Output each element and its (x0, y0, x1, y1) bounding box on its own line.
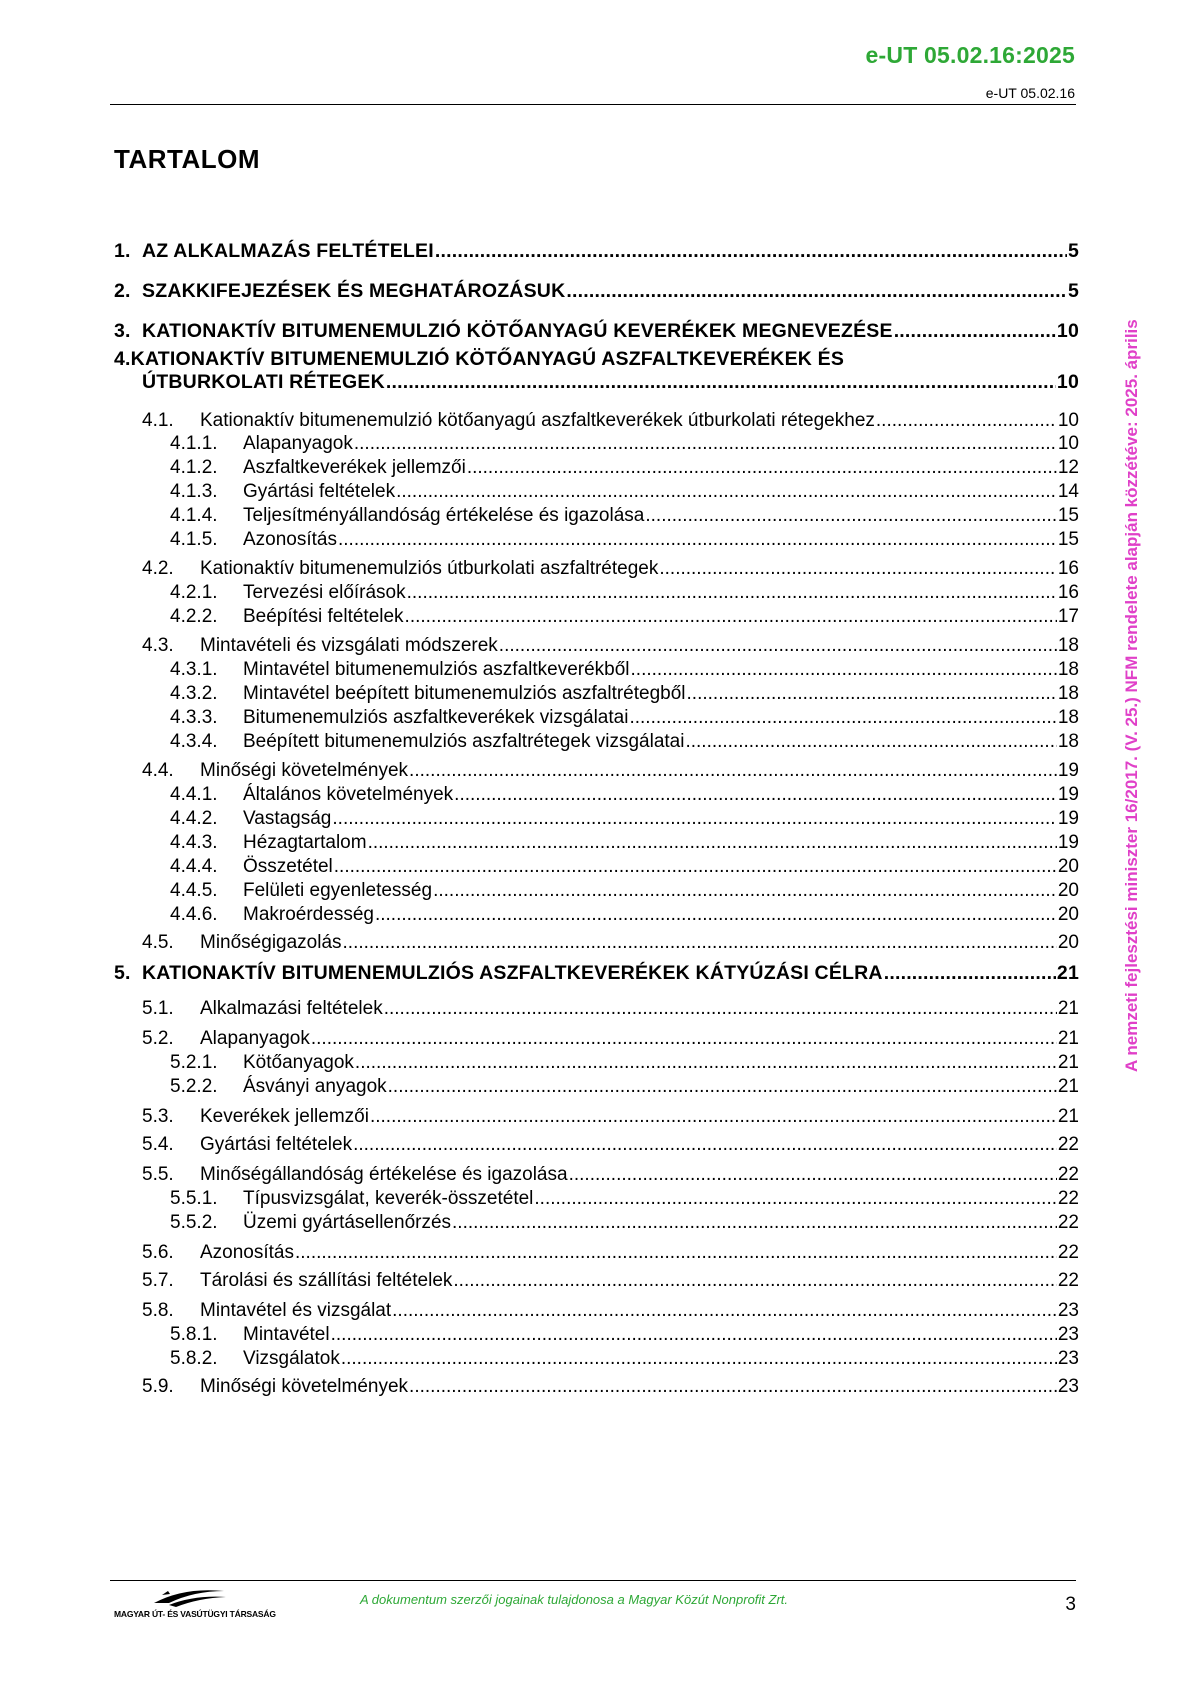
toc-leader (331, 1324, 1057, 1346)
toc-entry-5-4[interactable] (114, 1134, 1079, 1156)
toc-title: Ásványi anyagok (243, 1076, 387, 1097)
toc-leader (435, 240, 1067, 263)
toc-title: Mintavételi és vizsgálati módszerek (200, 635, 498, 656)
toc-number: 4.1.2. (170, 457, 218, 478)
logo-text: MAGYAR ÚT- ÉS VASÚTÜGYI TÁRSASÁG (114, 1609, 276, 1619)
toc-number: 5.6. (142, 1242, 174, 1263)
toc-page: 16 (1057, 582, 1079, 603)
toc-number: 5.1. (142, 998, 174, 1019)
toc-leader (295, 1242, 1057, 1264)
toc-number: 4.2. (142, 558, 174, 579)
toc-title: Kationaktív bitumenemulzió kötőanyagú aszfaltkeverékek útburkolati rétegekhez (200, 410, 875, 431)
toc-entry-4-2-2[interactable] (114, 606, 1079, 631)
header-divider (110, 104, 1076, 105)
toc-page: 10 (1057, 410, 1079, 431)
toc-number: 5.5.1. (170, 1188, 218, 1209)
toc-entry-4-4-4[interactable] (114, 856, 1079, 881)
toc-title: Minőségi követelmények (200, 760, 409, 781)
toc-leader (334, 856, 1057, 878)
toc-entry-5-2-1[interactable] (114, 1052, 1079, 1077)
toc-number: 4.1. (142, 410, 174, 431)
toc-number: 5.3. (142, 1106, 174, 1127)
toc-leader (409, 1376, 1057, 1398)
toc-entry-5-5-1[interactable] (114, 1188, 1079, 1213)
toc-title: Azonosítás (200, 1242, 294, 1263)
toc-leader (354, 433, 1057, 455)
toc-title-continued: ÚTBURKOLATI RÉTEGEK (142, 371, 385, 393)
toc-entry-5-2-2[interactable] (114, 1076, 1079, 1101)
toc-number: 5.2.2. (170, 1076, 218, 1097)
toc-entry-5-8[interactable] (114, 1300, 1079, 1322)
toc-page: 19 (1057, 784, 1079, 805)
document-code: e-UT 05.02.16:2025 (865, 42, 1075, 68)
toc-number: 4.4.2. (170, 808, 218, 829)
toc-page: 20 (1057, 856, 1079, 877)
toc-title: Alkalmazási feltételek (200, 998, 383, 1019)
toc-leader (659, 558, 1057, 580)
side-publication-note: A nemzeti fejlesztési miniszter 16/2017. (V. 25.) NFM rendelete alapján közzétéve: 2025. április (1122, 319, 1141, 1072)
toc-number: 1. (114, 240, 131, 262)
toc-leader (392, 1300, 1057, 1322)
toc-entry-1[interactable] (114, 240, 1079, 263)
toc-title: Kötőanyagok (243, 1052, 354, 1073)
toc-page: 21 (1056, 962, 1079, 984)
toc-leader (341, 1348, 1057, 1370)
toc-number: 4.4.6. (170, 904, 218, 925)
toc-page: 18 (1057, 683, 1079, 704)
toc-leader (645, 505, 1057, 527)
toc-leader (687, 683, 1057, 705)
footer-divider (110, 1580, 1076, 1581)
toc-title: Mintavétel (243, 1324, 330, 1345)
toc-number: 5.5.2. (170, 1212, 218, 1233)
toc-title: Mintavétel és vizsgálat (200, 1300, 392, 1321)
toc-number: 4.3.3. (170, 707, 218, 728)
toc-page: 18 (1057, 635, 1079, 656)
toc-page: 22 (1057, 1242, 1079, 1263)
toc-page: 23 (1057, 1348, 1079, 1369)
toc-number: 5.8.1. (170, 1324, 218, 1345)
toc-entry-4-3-2[interactable] (114, 683, 1079, 708)
toc-entry-4-4-5[interactable] (114, 880, 1079, 905)
toc-page: 23 (1057, 1376, 1079, 1397)
toc-title: KATIONAKTÍV BITUMENEMULZIÓS ASZFALTKEVERÉKEK KÁTYÚZÁSI CÉLRA (142, 962, 883, 984)
toc-page: 10 (1056, 320, 1079, 342)
toc-page: 22 (1057, 1188, 1079, 1209)
toc-entry-4-4-3[interactable] (114, 832, 1079, 857)
toc-title: Üzemi gyártásellenőrzés (243, 1212, 452, 1233)
page-title: TARTALOM (114, 144, 260, 174)
toc-page: 19 (1057, 832, 1079, 853)
toc-leader (388, 1076, 1057, 1098)
toc-title: Alapanyagok (200, 1028, 310, 1049)
toc-title: Aszfaltkeverékek jellemzői (243, 457, 466, 478)
toc-page: 16 (1057, 558, 1079, 579)
toc-number: 5.8.2. (170, 1348, 218, 1369)
toc-page: 22 (1057, 1164, 1079, 1185)
toc-entry-4-2-1[interactable] (114, 582, 1079, 607)
toc-title: Beépítési feltételek (243, 606, 404, 627)
toc-title: SZAKKIFEJEZÉSEK ÉS MEGHATÁROZÁSUK (142, 280, 566, 302)
toc-entry-4-4[interactable] (114, 760, 1079, 782)
toc-entry-4-4-1[interactable] (114, 784, 1079, 809)
toc-title: Vastagság (243, 808, 332, 829)
toc-entry-4-3-4[interactable] (114, 731, 1079, 756)
toc-entry-4-3-1[interactable] (114, 659, 1079, 684)
toc-leader (499, 635, 1057, 657)
toc-page: 21 (1057, 998, 1079, 1019)
toc-page: 10 (1057, 433, 1079, 454)
toc-leader (386, 371, 1056, 394)
toc-number: 5.2. (142, 1028, 174, 1049)
toc-leader (405, 606, 1057, 628)
toc-page: 21 (1057, 1106, 1079, 1127)
toc-number: 4.4.4. (170, 856, 218, 877)
toc-leader (343, 932, 1057, 954)
toc-leader (876, 410, 1057, 432)
toc-leader (370, 1106, 1057, 1128)
toc-entry-4[interactable] (114, 348, 1079, 394)
toc-page: 19 (1057, 808, 1079, 829)
toc-title: Mintavétel bitumenemulziós aszfaltkeverékből (243, 659, 630, 680)
toc-entry-5-9[interactable] (114, 1376, 1079, 1398)
toc-entry-4-1-2[interactable] (114, 457, 1079, 482)
toc-title: Minőségigazolás (200, 932, 342, 953)
page-number: 3 (1065, 1594, 1076, 1615)
toc-number: 4.2.1. (170, 582, 218, 603)
toc-number: 4.1.1. (170, 433, 218, 454)
toc-entry-4-1-4[interactable] (114, 505, 1079, 530)
toc-entry-5-5-2[interactable] (114, 1212, 1079, 1237)
toc-number: 4.3.2. (170, 683, 218, 704)
toc-title: Hézagtartalom (243, 832, 367, 853)
toc-entry-4-2[interactable] (114, 558, 1079, 580)
toc-title: Alapanyagok (243, 433, 353, 454)
toc-title: Minőségállandóság értékelése és igazolása (200, 1164, 568, 1185)
toc-title: Keverékek jellemzői (200, 1106, 369, 1127)
toc-number: 5.5. (142, 1164, 174, 1185)
toc-title: Azonosítás (243, 529, 337, 550)
toc-page: 15 (1057, 505, 1079, 526)
toc-number: 4. (114, 348, 131, 370)
toc-entry-5-8-1[interactable] (114, 1324, 1079, 1349)
toc-number: 4.4.1. (170, 784, 218, 805)
toc-page: 5 (1067, 280, 1079, 302)
toc-entry-5[interactable] (114, 962, 1079, 985)
toc-number: 3. (114, 320, 131, 342)
toc-leader (884, 962, 1056, 985)
toc-number: 5.2.1. (170, 1052, 218, 1073)
toc-leader (569, 1164, 1057, 1186)
toc-leader (338, 529, 1057, 551)
toc-leader (396, 481, 1057, 503)
toc-page: 22 (1057, 1270, 1079, 1291)
toc-number: 5.8. (142, 1300, 174, 1321)
toc-entry-5-7[interactable] (114, 1270, 1079, 1292)
toc-number: 4.4.3. (170, 832, 218, 853)
toc-leader (375, 904, 1057, 926)
toc-leader (355, 1052, 1057, 1074)
toc-leader (311, 1028, 1057, 1050)
toc-title: Minőségi követelmények (200, 1376, 409, 1397)
toc-title: Tárolási és szállítási feltételek (200, 1270, 453, 1291)
toc-page: 18 (1057, 731, 1079, 752)
toc-entry-5-6[interactable] (114, 1242, 1079, 1264)
toc-page: 21 (1057, 1028, 1079, 1049)
toc-leader (454, 784, 1057, 806)
toc-entry-5-3[interactable] (114, 1106, 1079, 1128)
toc-title: KATIONAKTÍV BITUMENEMULZIÓ KÖTŐANYAGÚ KEVERÉKEK MEGNEVEZÉSE (142, 320, 893, 342)
toc-title: AZ ALKALMAZÁS FELTÉTELEI (142, 240, 434, 262)
toc-title: Kationaktív bitumenemulziós útburkolati aszfaltrétegek (200, 558, 659, 579)
toc-title: Makroérdesség (243, 904, 374, 925)
toc-entry-5-2[interactable] (114, 1028, 1079, 1050)
toc-leader (894, 320, 1056, 343)
toc-entry-4-1[interactable] (114, 410, 1079, 432)
toc-page: 22 (1057, 1134, 1079, 1155)
toc-leader (409, 760, 1057, 782)
toc-title: KATIONAKTÍV BITUMENEMULZIÓ KÖTŐANYAGÚ ASZFALTKEVERÉKEK ÉS (130, 348, 845, 370)
toc-leader (368, 832, 1057, 854)
toc-number: 5.4. (142, 1134, 174, 1155)
toc-page: 18 (1057, 659, 1079, 680)
toc-leader (685, 731, 1056, 753)
toc-number: 4.4.5. (170, 880, 218, 901)
toc-page: 14 (1057, 481, 1079, 502)
toc-title: Teljesítményállandóság értékelése és igazolása (243, 505, 645, 526)
toc-page: 22 (1057, 1212, 1079, 1233)
toc-leader (452, 1212, 1057, 1234)
toc-entry-4-4-6[interactable] (114, 904, 1079, 929)
toc-page: 23 (1057, 1300, 1079, 1321)
toc-number: 4.2.2. (170, 606, 218, 627)
toc-entry-3[interactable] (114, 320, 1079, 343)
toc-entry-5-5[interactable] (114, 1164, 1079, 1186)
toc-number: 5.7. (142, 1270, 174, 1291)
toc-number: 4.3.4. (170, 731, 218, 752)
toc-number: 4.3.1. (170, 659, 218, 680)
toc-page: 20 (1057, 880, 1079, 901)
toc-title: Általános követelmények (243, 784, 454, 805)
copyright-note: A dokumentum szerzői jogainak tulajdonosa a Magyar Közút Nonprofit Zrt. (360, 1592, 789, 1607)
toc-entry-4-4-2[interactable] (114, 808, 1079, 833)
toc-number: 4.1.5. (170, 529, 218, 550)
toc-page: 10 (1056, 371, 1079, 393)
toc-leader (534, 1188, 1056, 1210)
toc-number: 4.4. (142, 760, 174, 781)
toc-page: 21 (1057, 1052, 1079, 1073)
toc-leader (384, 998, 1057, 1020)
toc-title: Összetétel (243, 856, 333, 877)
toc-entry-4-3-3[interactable] (114, 707, 1079, 732)
toc-page: 19 (1057, 760, 1079, 781)
toc-number: 4.5. (142, 932, 174, 953)
toc-title: Bitumenemulziós aszfaltkeverékek vizsgálatai (243, 707, 629, 728)
toc-entry-2[interactable] (114, 280, 1079, 303)
toc-page: 5 (1067, 240, 1079, 262)
toc-leader (631, 659, 1057, 681)
toc-leader (332, 808, 1056, 830)
document-subcode: e-UT 05.02.16 (985, 85, 1075, 101)
toc-number: 5.9. (142, 1376, 174, 1397)
toc-title: Típusvizsgálat, keverék-összetétel (243, 1188, 534, 1209)
toc-leader (353, 1134, 1057, 1156)
toc-title: Gyártási feltételek (243, 481, 396, 502)
toc-entry-5-8-2[interactable] (114, 1348, 1079, 1373)
toc-number: 4.3. (142, 635, 174, 656)
toc-page: 21 (1057, 1076, 1079, 1097)
toc-title: Mintavétel beépített bitumenemulziós aszfaltrétegből (243, 683, 686, 704)
toc-number: 4.1.3. (170, 481, 218, 502)
toc-leader (629, 707, 1056, 729)
toc-title: Beépített bitumenemulziós aszfaltrétegek vizsgálatai (243, 731, 685, 752)
toc-entry-4-5[interactable] (114, 932, 1079, 954)
toc-page: 20 (1057, 904, 1079, 925)
toc-number: 5. (114, 962, 131, 984)
toc-entry-4-1-1[interactable] (114, 433, 1079, 458)
toc-leader (453, 1270, 1056, 1292)
toc-title: Felületi egyenletesség (243, 880, 433, 901)
toc-page: 17 (1057, 606, 1079, 627)
toc-leader (566, 280, 1067, 303)
toc-entry-4-3[interactable] (114, 635, 1079, 657)
toc-entry-4-1-5[interactable] (114, 529, 1079, 554)
toc-title: Tervezési előírások (243, 582, 406, 603)
toc-entry-5-1[interactable] (114, 998, 1079, 1020)
toc-leader (407, 582, 1057, 604)
toc-page: 18 (1057, 707, 1079, 728)
toc-number: 4.1.4. (170, 505, 218, 526)
toc-page: 23 (1057, 1324, 1079, 1345)
toc-entry-4-1-3[interactable] (114, 481, 1079, 506)
toc-title: Gyártási feltételek (200, 1134, 353, 1155)
toc-page: 12 (1057, 457, 1079, 478)
toc-leader (467, 457, 1057, 479)
toc-title: Vizsgálatok (243, 1348, 340, 1369)
toc-page: 20 (1057, 932, 1079, 953)
toc-number: 2. (114, 280, 131, 302)
toc-page: 15 (1057, 529, 1079, 550)
toc-leader (433, 880, 1057, 902)
